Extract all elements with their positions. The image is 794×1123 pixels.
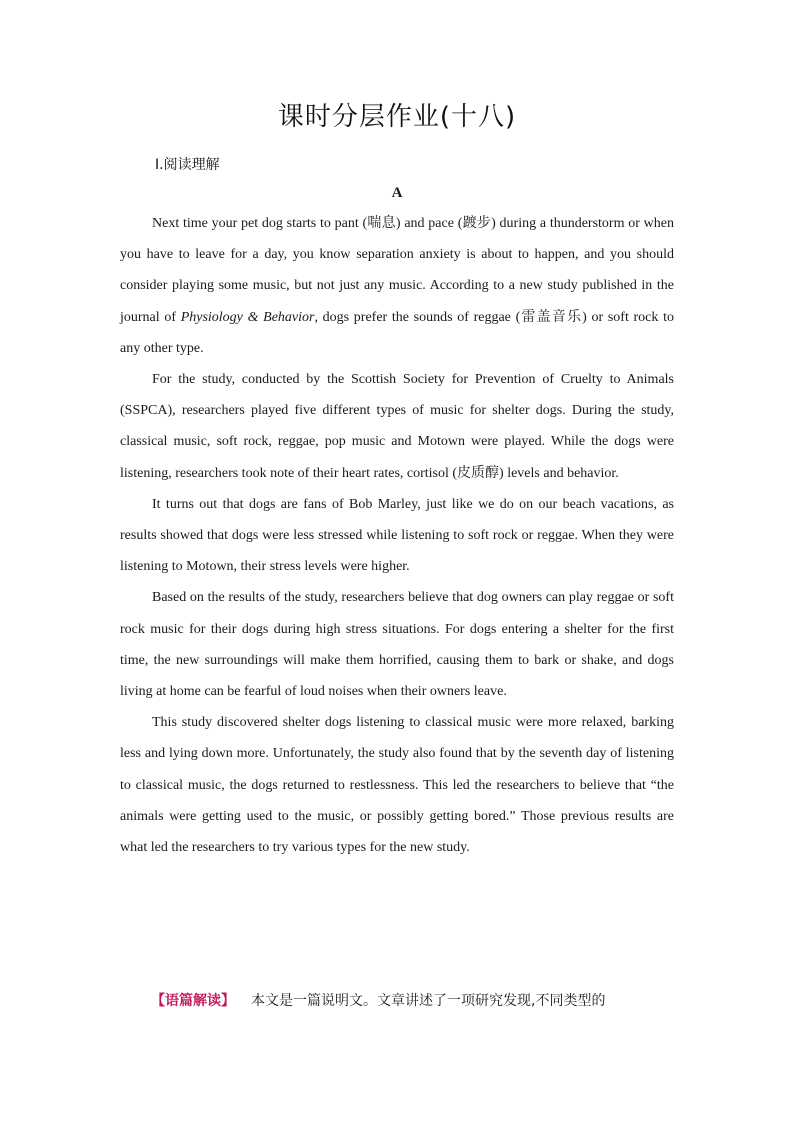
paragraph-1-part-2: , dogs prefer the sounds of reggae (雷盖音乐) or soft rock to any other type.	[120, 309, 674, 356]
paragraph-2: For the study, conducted by the Scottish Society for Prevention of Cruelty to Animals (SSPCA), researchers played five different types of music for shelter dogs. During the study, classical music, soft rock, reggae, pop music and Motown were played. While the dogs were listening, researchers took note of their heart rates, cortisol (皮质醇) levels and behavior.	[120, 372, 674, 481]
section-heading: Ⅰ.阅读理解	[155, 157, 220, 173]
page-title: 课时分层作业(十八)	[277, 102, 517, 132]
passage-label: A	[391, 185, 403, 201]
journal-name: Physiology & Behavior	[180, 309, 315, 325]
paragraph-1	[120, 208, 674, 364]
paragraph-1-part-1: Next time your pet dog starts to pant (喘息) and pace (踱步) during a thunderstorm or when you have to leave for a day, you know separation anxiety is about to happen, and you should consider playing some music, but not just any music. According to a new study published in the journal of	[120, 216, 674, 325]
paragraph-3: It turns out that dogs are fans of Bob Marley, just like we do on our beach vacations, as results showed that dogs were less stressed while listening to soft rock or reggae. When they were listening to Motown, their stress levels were higher.	[120, 496, 674, 575]
analysis-text: 本文是一篇说明文。文章讲述了一项研究发现,不同类型的	[251, 993, 606, 1009]
paragraph-4: Based on the results of the study, researchers believe that dog owners can play reggae or soft rock music for their dogs during high stress situations. For dogs entering a shelter for the first time, the new surroundings will make them horrified, causing them to bark or shake, and dogs living at home can be fearful of loud noises when their owners leave.	[120, 590, 674, 700]
passage-body	[120, 208, 674, 863]
analysis-tag: 【语篇解读】	[151, 993, 235, 1009]
paragraph-5: This study discovered shelter dogs listening to classical music were more relaxed, barking less and lying down more. Unfortunately, the study also found that by the seventh day of listening to classical music, the dogs returned to restlessness. This led the researchers to believe that “the animals were getting used to the music, or possibly getting bored.” Those previous results are what led the researchers to try various types for the new study.	[120, 715, 674, 856]
passage-analysis	[151, 986, 674, 1017]
